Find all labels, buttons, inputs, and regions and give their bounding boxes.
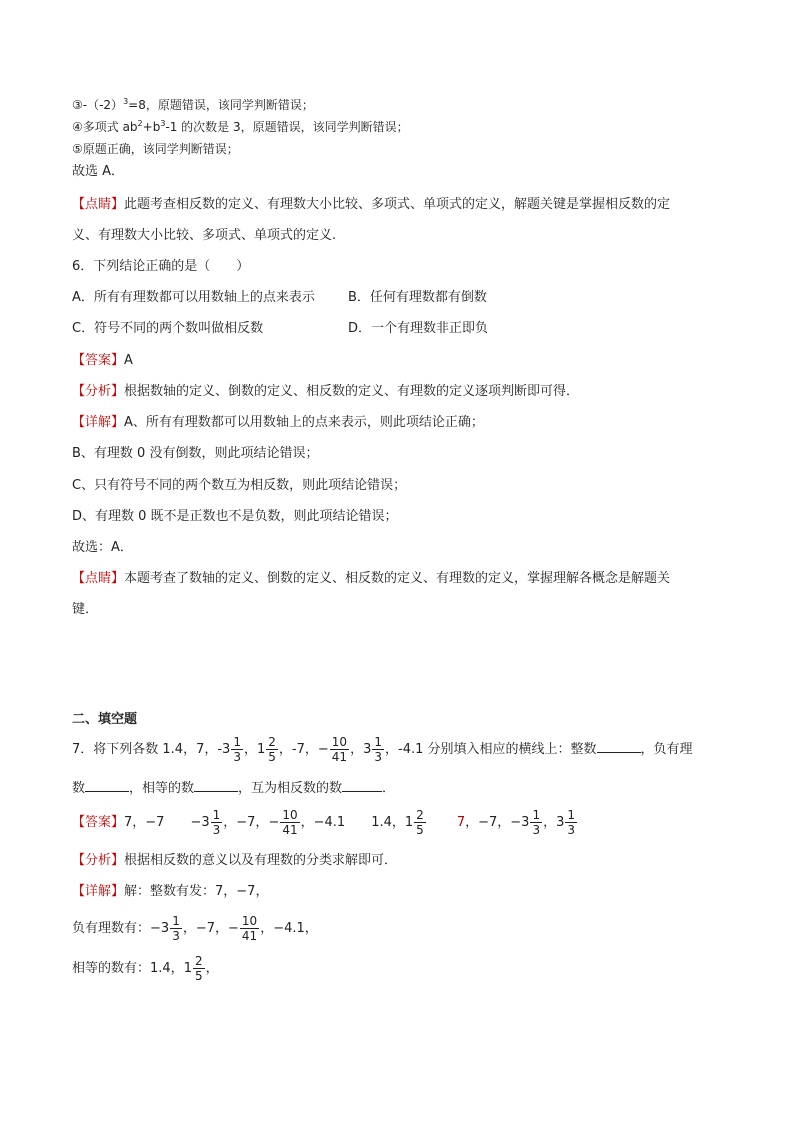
answer-blank-equal[interactable] — [194, 778, 238, 792]
question-6-option-d: D．一个有理数非正即负 — [348, 321, 489, 336]
answer-blank-negative[interactable] — [85, 778, 129, 792]
solution-line-5: ⑤原题正确，该同学判断错误； — [72, 142, 239, 156]
text: 1 — [183, 961, 192, 976]
question-6-choose: 故选：A． — [72, 540, 133, 555]
answer-blank-opposite[interactable] — [342, 778, 382, 792]
analysis-text: 根据数轴的定义、倒数的定义、相反数的定义、有理数的定义逐项判断即可得． — [124, 384, 580, 399]
text: ， — [243, 742, 257, 757]
text: ，-7， — [278, 742, 318, 757]
analysis-tag: 【分析】 — [72, 384, 125, 399]
comment-line-1 — [72, 196, 670, 214]
fraction-two-fifths: $\frac{2}{5}$ — [194, 954, 203, 983]
text: ，-4.1 分别填入相应的横线上：整数 — [385, 742, 597, 757]
analysis-text: 根据相反数的意义以及有理数的分类求解即可． — [124, 853, 398, 868]
text: −3 — [510, 815, 530, 830]
question-6-detail-b: B、有理数 0 没有倒数，则此项结论错误； — [72, 446, 319, 461]
fraction-ten-41: $\frac{10}{41}$ — [282, 808, 298, 837]
detail-text: A、所有有理数都可以用数轴上的点来表示，则此项结论正确； — [124, 415, 484, 430]
answer-text: A — [124, 353, 133, 368]
fraction-one-third: $\frac{1}{3}$ — [233, 735, 241, 764]
fraction-ten-41: $\frac{10}{41}$ — [331, 735, 348, 764]
text: 1.4， — [371, 815, 405, 830]
text: 3 — [363, 742, 372, 757]
fraction-one-third: $\frac{1}{3}$ — [567, 808, 576, 837]
question-7-stem-line-2 — [72, 778, 395, 798]
question-6-option-b: B．任何有理数都有倒数 — [348, 290, 487, 305]
solution-line-3 — [72, 96, 314, 114]
answer-integers: 7，−7 — [124, 815, 165, 830]
question-7-detail-2 — [72, 914, 318, 944]
fraction-one-third: $\frac{1}{3}$ — [212, 808, 221, 837]
text: ，−7， — [223, 815, 269, 830]
fraction-two-fifths: $\frac{2}{5}$ — [416, 808, 424, 837]
fraction-one-third: $\frac{1}{3}$ — [532, 808, 541, 837]
comment-text: 本题考查了数轴的定义、倒数的定义、相反数的定义、有理数的定义，掌握理解各概念是解题关 — [124, 571, 671, 586]
text: ， — [543, 815, 557, 830]
detail-tag: 【详解】 — [72, 884, 125, 899]
fraction-two-fifths: $\frac{2}{5}$ — [268, 735, 276, 764]
question-7-answer — [72, 808, 578, 838]
answer-blank-integers[interactable] — [597, 739, 641, 753]
comment-text: 此题考查相反数的定义、有理数大小比较、多项式、单项式的定义，解题关键是掌握相反数的定 — [124, 197, 671, 212]
text: ，−7， — [465, 815, 511, 830]
text: ． — [382, 781, 396, 796]
question-6-comment-1 — [72, 570, 670, 588]
fraction-one-third: $\frac{1}{3}$ — [172, 914, 180, 943]
question-6-detail-a — [72, 414, 484, 432]
choose-line: 故选 A． — [72, 164, 125, 179]
text: 1 — [404, 815, 414, 830]
text: 7．将下列各数 1.4，7， — [72, 742, 218, 757]
text: − — [268, 815, 280, 830]
text: ， — [205, 961, 219, 976]
question-6-option-c: C．符号不同的两个数叫做相反数 — [72, 321, 264, 336]
question-7-stem-line-1 — [72, 735, 693, 765]
text: 3 — [556, 815, 565, 830]
text: -1 的次数是 3，原题错误，该同学判断错误； — [165, 120, 409, 134]
answer-tag: 【答案】 — [72, 353, 125, 368]
text: ④多项式 ab — [72, 120, 138, 134]
solution-line-4 — [72, 118, 409, 136]
analysis-tag: 【分析】 — [72, 853, 125, 868]
detail-tag: 【详解】 — [72, 415, 125, 430]
text: − — [317, 742, 329, 757]
text: ，相等的数 — [129, 781, 195, 796]
comment-tag: 【点睛】 — [72, 197, 125, 212]
superscript: 3 — [123, 97, 129, 106]
question-6-stem: 6．下列结论正确的是（ ） — [72, 259, 250, 274]
question-6-analysis — [72, 383, 579, 401]
text: − — [228, 921, 239, 936]
text: ，−7， — [182, 921, 228, 936]
question-6-option-a: A．所有有理数都可以用数轴上的点来表示 — [72, 290, 315, 305]
text: −3 — [190, 815, 210, 830]
text: 数 — [72, 781, 86, 796]
text: +b — [142, 120, 161, 134]
answer-tag: 【答案】 — [72, 815, 125, 830]
text: ，−4.1， — [260, 921, 318, 936]
question-7-analysis — [72, 852, 397, 870]
text: -3 — [217, 742, 231, 757]
text: 相等的数有：1.4， — [72, 961, 184, 976]
detail-text: 解：整数有发：7，−7， — [124, 884, 269, 899]
text: 负有理数有： — [72, 921, 151, 936]
section-heading: 二、填空题 — [72, 712, 138, 727]
text: ， — [350, 742, 364, 757]
question-7-detail-1 — [72, 883, 268, 901]
text: 1 — [256, 742, 266, 757]
text: ，−4.1 — [300, 815, 346, 830]
question-6-comment-2: 键． — [72, 602, 99, 617]
text: 7 — [456, 815, 466, 830]
question-6-answer — [72, 352, 133, 370]
superscript: 2 — [137, 119, 143, 128]
question-6-detail-c: C、只有符号不同的两个数互为相反数，则此项结论错误； — [72, 478, 407, 493]
text: ③-（-2） — [72, 98, 124, 112]
text: ，互为相反数的数 — [238, 781, 343, 796]
text: −3 — [150, 921, 170, 936]
superscript: 3 — [160, 119, 166, 128]
fraction-ten-41: $\frac{10}{41}$ — [241, 914, 258, 943]
text: =8，原题错误，该同学判断错误； — [128, 98, 314, 112]
comment-tag: 【点睛】 — [72, 571, 125, 586]
comment-line-2: 义、有理数大小比较、多项式、单项式的定义. — [72, 228, 337, 243]
text: ，负有理 — [640, 742, 693, 757]
question-7-detail-3 — [72, 954, 219, 984]
fraction-one-third: $\frac{1}{3}$ — [374, 735, 382, 764]
question-6-detail-d: D、有理数 0 既不是正数也不是负数，则此项结论错误； — [72, 509, 398, 524]
